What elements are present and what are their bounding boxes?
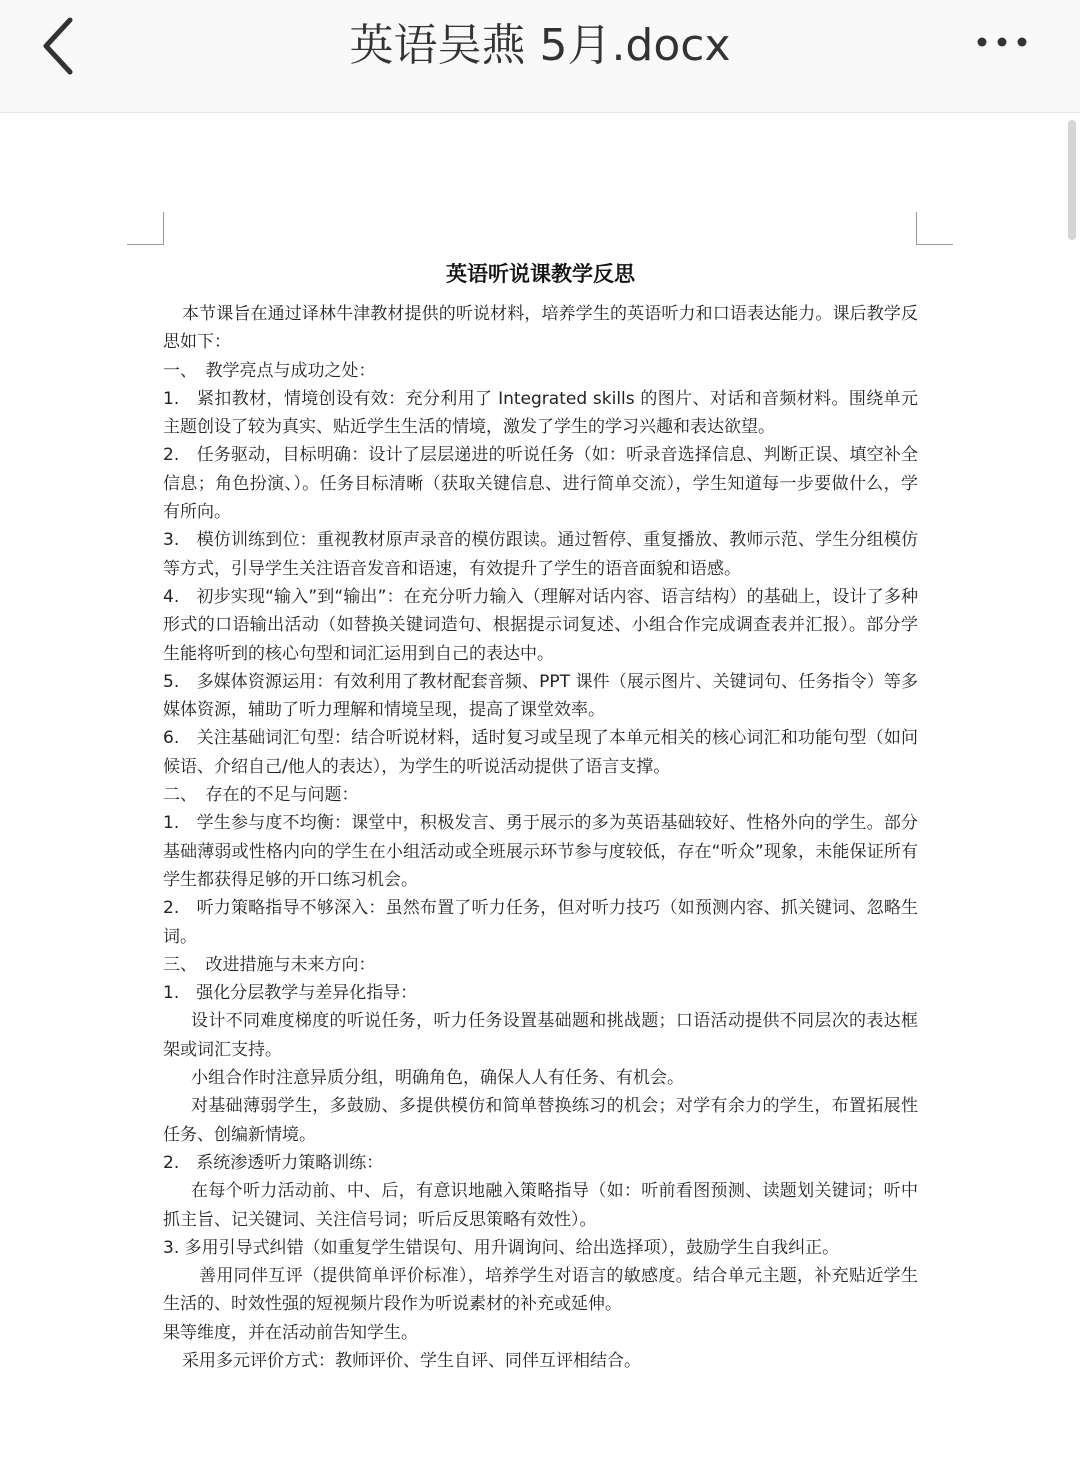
doc-paragraph: 2. 系统渗透听力策略训练： [163, 1152, 384, 1173]
top-bar [0, 0, 1080, 113]
chevron-left-icon [30, 12, 90, 82]
doc-paragraph: 1. 学生参与度不均衡：课堂中，积极发言、勇于展示的多为英语基础较好、性格外向的学生。部分基础薄弱或性格内向的学生在小组活动或全班展示环节参与度较低，存在“听众”现象，未能保证所有学生都获得足够的开口练习机会。 [163, 813, 918, 890]
doc-paragraph: 设计不同难度梯度的听说任务，听力任务设置基础题和挑战题；口语活动提供不同层次的表达框架或词汇支持。 [163, 1011, 918, 1060]
back-button[interactable] [30, 12, 90, 82]
scrollbar[interactable] [1068, 120, 1076, 240]
doc-paragraph: 采用多元评价方式：教师评价、学生自评、同伴互评相结合。 [182, 1350, 641, 1371]
doc-section-heading: 三、 改进措施与未来方向： [163, 954, 376, 975]
doc-paragraph: 果等维度，并在活动前告知学生。 [163, 1322, 418, 1343]
doc-paragraph: 在每个听力活动前、中、后，有意识地融入策略指导（如：听前看图预测、读题划关键词；听中抓主旨、记关键词、关注信号词；听后反思策略有效性）。 [163, 1181, 918, 1230]
doc-paragraph: 2. 听力策略指导不够深入：虽然布置了听力任务，但对听力技巧（如预测内容、抓关键词、忽略生词。 [163, 898, 918, 947]
doc-paragraph: 3. 多用引导式纠错（如重复学生错误句、用升调询问、给出选择项），鼓励学生自我纠正。 [163, 1237, 840, 1258]
doc-paragraph: 善用同伴互评（提供简单评价标准），培养学生对语言的敏感度。结合单元主题，补充贴近学生生活的、时效性强的短视频片段作为听说素材的补充或延伸。 [163, 1266, 918, 1315]
doc-section-heading: 一、 教学亮点与成功之处： [163, 360, 376, 381]
doc-section-heading: 二、 存在的不足与问题： [163, 785, 359, 806]
doc-paragraph: 小组合作时注意异质分组，明确角色，确保人人有任务、有机会。 [191, 1068, 684, 1089]
doc-paragraph: 5. 多媒体资源运用：有效利用了教材配套音频、PPT 课件（展示图片、关键词句、任务指令）等多媒体资源，辅助了听力理解和情境呈现，提高了课堂效率。 [163, 671, 918, 721]
doc-paragraph: 本节课旨在通过译林牛津教材提供的听说材料，培养学生的英语听力和口语表达能力。课后教学反思如下： [163, 304, 918, 353]
doc-paragraph: 3. 模仿训练到位：重视教材原声录音的模仿跟读。通过暂停、重复播放、教师示范、学生分组模仿等方式，引导学生关注语音发音和语速，有效提升了学生的语音面貌和语感。 [163, 530, 918, 579]
doc-heading: 英语听说课教学反思 [446, 262, 635, 286]
document-title: 英语吴燕 5月.docx [349, 20, 731, 71]
document-body [163, 258, 918, 1375]
doc-paragraph: 1. 强化分层教学与差异化指导： [163, 983, 418, 1004]
page-corner-mark-right [916, 212, 953, 245]
doc-paragraph: 6. 关注基础词汇句型：结合听说材料，适时复习或呈现了本单元相关的核心词汇和功能句型（如问候语、介绍自己/他人的表达），为学生的听说活动提供了语言支撑。 [163, 728, 918, 777]
doc-paragraph: 对基础薄弱学生，多鼓励、多提供模仿和简单替换练习的机会；对学有余力的学生，布置拓展性任务、创编新情境。 [163, 1096, 918, 1145]
doc-paragraph: 1. 紧扣教材，情境创设有效：充分利用了 Integrated skills 的图片、对话和音频材料。围绕单元主题创设了较为真实、贴近学生生活的情境，激发了学生的学习兴趣和表达欲望。 [163, 388, 918, 438]
more-options-button[interactable] [968, 20, 1038, 64]
doc-paragraph: 4. 初步实现“输入”到“输出”：在充分听力输入（理解对话内容、语言结构）的基础上，设计了多种形式的口语输出活动（如替换关键词造句、根据提示词复述、小组合作完成调查表并汇报）。部分学生能将听到的核心句型和词汇运用到自己的表达中。 [163, 586, 918, 664]
doc-paragraph: 2. 任务驱动，目标明确：设计了层层递进的听说任务（如：听录音选择信息、判断正误、填空补全信息；角色扮演、）。任务目标清晰（获取关键信息、进行简单交流），学生知道每一步要做什么，学有所向。 [163, 445, 918, 523]
page-corner-mark-left [127, 212, 164, 245]
more-horizontal-icon [968, 20, 1038, 64]
